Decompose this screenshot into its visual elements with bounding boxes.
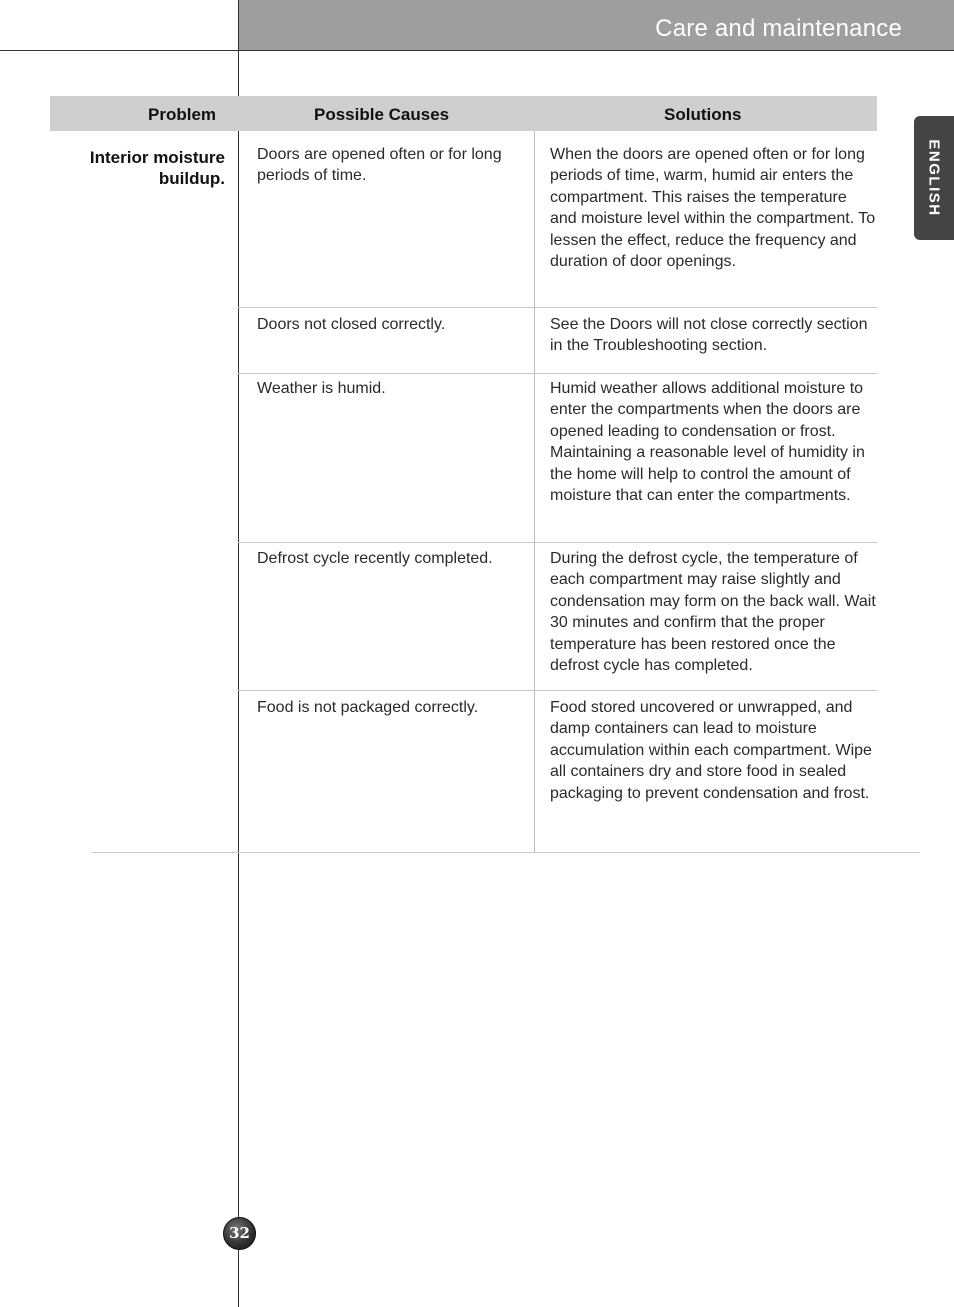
row-separator xyxy=(238,373,877,374)
page-title: Care and maintenance xyxy=(655,15,902,42)
cause-cell: Doors not closed correctly. xyxy=(257,316,446,333)
column-header-solutions: Solutions xyxy=(664,105,742,124)
solution-cell: Humid weather allows additional moisture to enter the compartments when the doors are opened leading to condensation or frost. Maintaining a reasonable level of humidity in the home will help to control the amount of moisture that can enter the compartments. xyxy=(550,380,865,505)
vertical-rule xyxy=(238,0,239,1307)
cause-cell: Food is not packaged correctly. xyxy=(257,699,479,716)
page-number: 32 xyxy=(223,1217,256,1250)
column-header-causes: Possible Causes xyxy=(314,105,450,124)
row-separator xyxy=(238,690,877,691)
solution-cell: When the doors are opened often or for long periods of time, warm, humid air enters the compartment. This raises the temperature and moisture level within the compartment. To lessen the effect, reduce the frequency and duration of door openings. xyxy=(550,146,876,271)
cause-cell: Defrost cycle recently completed. xyxy=(257,550,493,567)
table-bottom-rule xyxy=(92,852,920,853)
language-tab-label: ENGLISH xyxy=(925,139,943,217)
row-separator xyxy=(238,542,877,543)
header-band xyxy=(238,0,954,50)
problem-label: Interior moisture buildup. xyxy=(89,148,225,188)
column-divider xyxy=(534,131,535,852)
row-separator xyxy=(238,307,877,308)
solution-cell: Food stored uncovered or unwrapped, and damp containers can lead to moisture accumulation within each compartment. Wipe all containers dry and store food in sealed packaging to prevent condensation and frost. xyxy=(550,699,872,802)
solution-cell: During the defrost cycle, the temperature of each compartment may raise slightly and condensation may form on the back wall. Wait 30 minutes and confirm that the proper temperature has been restored once the defrost cycle has completed. xyxy=(550,550,876,675)
language-tab xyxy=(914,116,954,240)
table-header xyxy=(50,96,877,131)
column-header-problem: Problem xyxy=(148,105,217,124)
solution-cell: See the Doors will not close correctly section in the Troubleshooting section. xyxy=(550,316,868,355)
cause-cell: Doors are opened often or for long periods of time. xyxy=(257,146,502,185)
top-rule xyxy=(0,50,954,51)
cause-cell: Weather is humid. xyxy=(257,380,386,397)
